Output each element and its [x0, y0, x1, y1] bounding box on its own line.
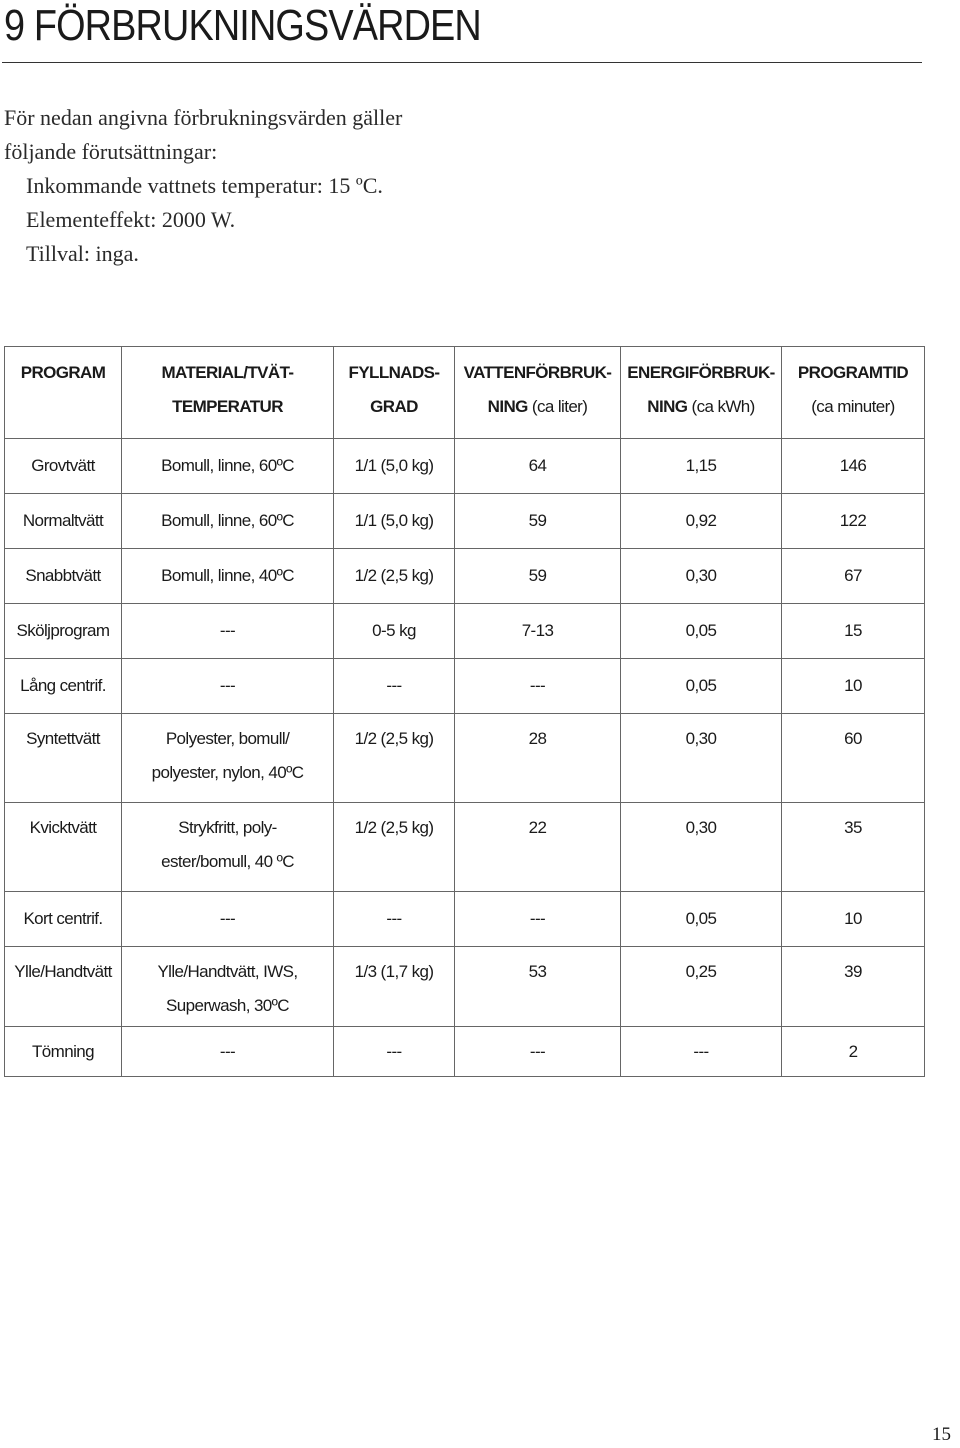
cell-energy: 0,05 — [621, 604, 782, 659]
header-fill-level: FYLLNADS- GRAD — [334, 347, 455, 439]
cell-energy: 0,05 — [621, 659, 782, 714]
cell-water: 53 — [455, 947, 621, 1027]
cell-water: --- — [455, 892, 621, 947]
cell-program: Syntettvätt — [5, 714, 122, 803]
page-title: 9 FÖRBRUKNINGSVÄRDEN — [4, 1, 481, 50]
cell-fill: 1/2 (2,5 kg) — [334, 549, 455, 604]
cell-water: 59 — [455, 549, 621, 604]
cell-program: Kort centrif. — [5, 892, 122, 947]
condition-options: Tillval: inga. — [26, 241, 139, 266]
cell-energy: 0,25 — [621, 947, 782, 1027]
table-row — [5, 1027, 925, 1077]
condition-element-power: Elementeffekt: 2000 W. — [26, 207, 236, 232]
consumption-table — [4, 346, 925, 1077]
cell-fill: 1/1 (5,0 kg) — [334, 494, 455, 549]
cell-material: --- — [122, 604, 334, 659]
cell-time: 2 — [782, 1027, 925, 1077]
cell-energy: 0,92 — [621, 494, 782, 549]
cell-energy: 0,30 — [621, 803, 782, 892]
cell-time: 15 — [782, 604, 925, 659]
header-program: PROGRAM — [5, 347, 122, 439]
cell-fill: 1/2 (2,5 kg) — [334, 714, 455, 803]
cell-fill: --- — [334, 659, 455, 714]
cell-material: Bomull, linne, 60ºC — [122, 494, 334, 549]
cell-fill: 0-5 kg — [334, 604, 455, 659]
cell-energy: 0,05 — [621, 892, 782, 947]
cell-energy: --- — [621, 1027, 782, 1077]
intro-text — [4, 101, 402, 271]
cell-fill: --- — [334, 892, 455, 947]
cell-time: 10 — [782, 892, 925, 947]
cell-material: --- — [122, 1027, 334, 1077]
cell-energy: 0,30 — [621, 714, 782, 803]
header-row — [5, 347, 925, 439]
cell-fill: 1/1 (5,0 kg) — [334, 439, 455, 494]
cell-time: 67 — [782, 549, 925, 604]
cell-water: --- — [455, 659, 621, 714]
cell-energy: 0,30 — [621, 549, 782, 604]
cell-fill: --- — [334, 1027, 455, 1077]
header-material: MATERIAL/TVÄT- TEMPERATUR — [122, 347, 334, 439]
cell-program: Lång centrif. — [5, 659, 122, 714]
table-row — [5, 439, 925, 494]
cell-program: Grovtvätt — [5, 439, 122, 494]
table-row — [5, 714, 925, 803]
cell-program: Normaltvätt — [5, 494, 122, 549]
cell-fill: 1/2 (2,5 kg) — [334, 803, 455, 892]
cell-program: Snabbtvätt — [5, 549, 122, 604]
cell-time: 39 — [782, 947, 925, 1027]
cell-water: 64 — [455, 439, 621, 494]
intro-line-1: För nedan angivna förbrukningsvärden gäller — [4, 105, 403, 130]
cell-water: 7-13 — [455, 604, 621, 659]
condition-water-temp: Inkommande vattnets temperatur: 15 ºC. — [26, 173, 383, 198]
cell-time: 35 — [782, 803, 925, 892]
table-row — [5, 604, 925, 659]
title-rule — [2, 62, 922, 63]
cell-time: 10 — [782, 659, 925, 714]
table-row — [5, 659, 925, 714]
cell-program: Ylle/Handtvätt — [5, 947, 122, 1027]
cell-material: Strykfritt, poly- ester/bomull, 40 ºC — [122, 803, 334, 892]
table-row — [5, 892, 925, 947]
page-number: 15 — [932, 1424, 951, 1445]
cell-water: 28 — [455, 714, 621, 803]
cell-material: Ylle/Handtvätt, IWS, Superwash, 30ºC — [122, 947, 334, 1027]
cell-fill: 1/3 (1,7 kg) — [334, 947, 455, 1027]
cell-material: --- — [122, 892, 334, 947]
cell-material: Bomull, linne, 60ºC — [122, 439, 334, 494]
cell-material: Polyester, bomull/ polyester, nylon, 40ºC — [122, 714, 334, 803]
header-energy-consumption: ENERGIFÖRBRUK- NING (ca kWh) — [621, 347, 782, 439]
header-program-time: PROGRAMTID (ca minuter) — [782, 347, 925, 439]
cell-time: 122 — [782, 494, 925, 549]
cell-water: 59 — [455, 494, 621, 549]
header-water-consumption: VATTENFÖRBRUK- NING (ca liter) — [455, 347, 621, 439]
cell-time: 60 — [782, 714, 925, 803]
cell-program: Sköljprogram — [5, 604, 122, 659]
table-row — [5, 803, 925, 892]
cell-program: Kvicktvätt — [5, 803, 122, 892]
cell-material: Bomull, linne, 40ºC — [122, 549, 334, 604]
cell-program: Tömning — [5, 1027, 122, 1077]
cell-material: --- — [122, 659, 334, 714]
intro-line-2: följande förutsättningar: — [4, 139, 218, 164]
table-row — [5, 947, 925, 1027]
cell-water: --- — [455, 1027, 621, 1077]
cell-energy: 1,15 — [621, 439, 782, 494]
cell-water: 22 — [455, 803, 621, 892]
cell-time: 146 — [782, 439, 925, 494]
table-row — [5, 494, 925, 549]
table-row — [5, 549, 925, 604]
